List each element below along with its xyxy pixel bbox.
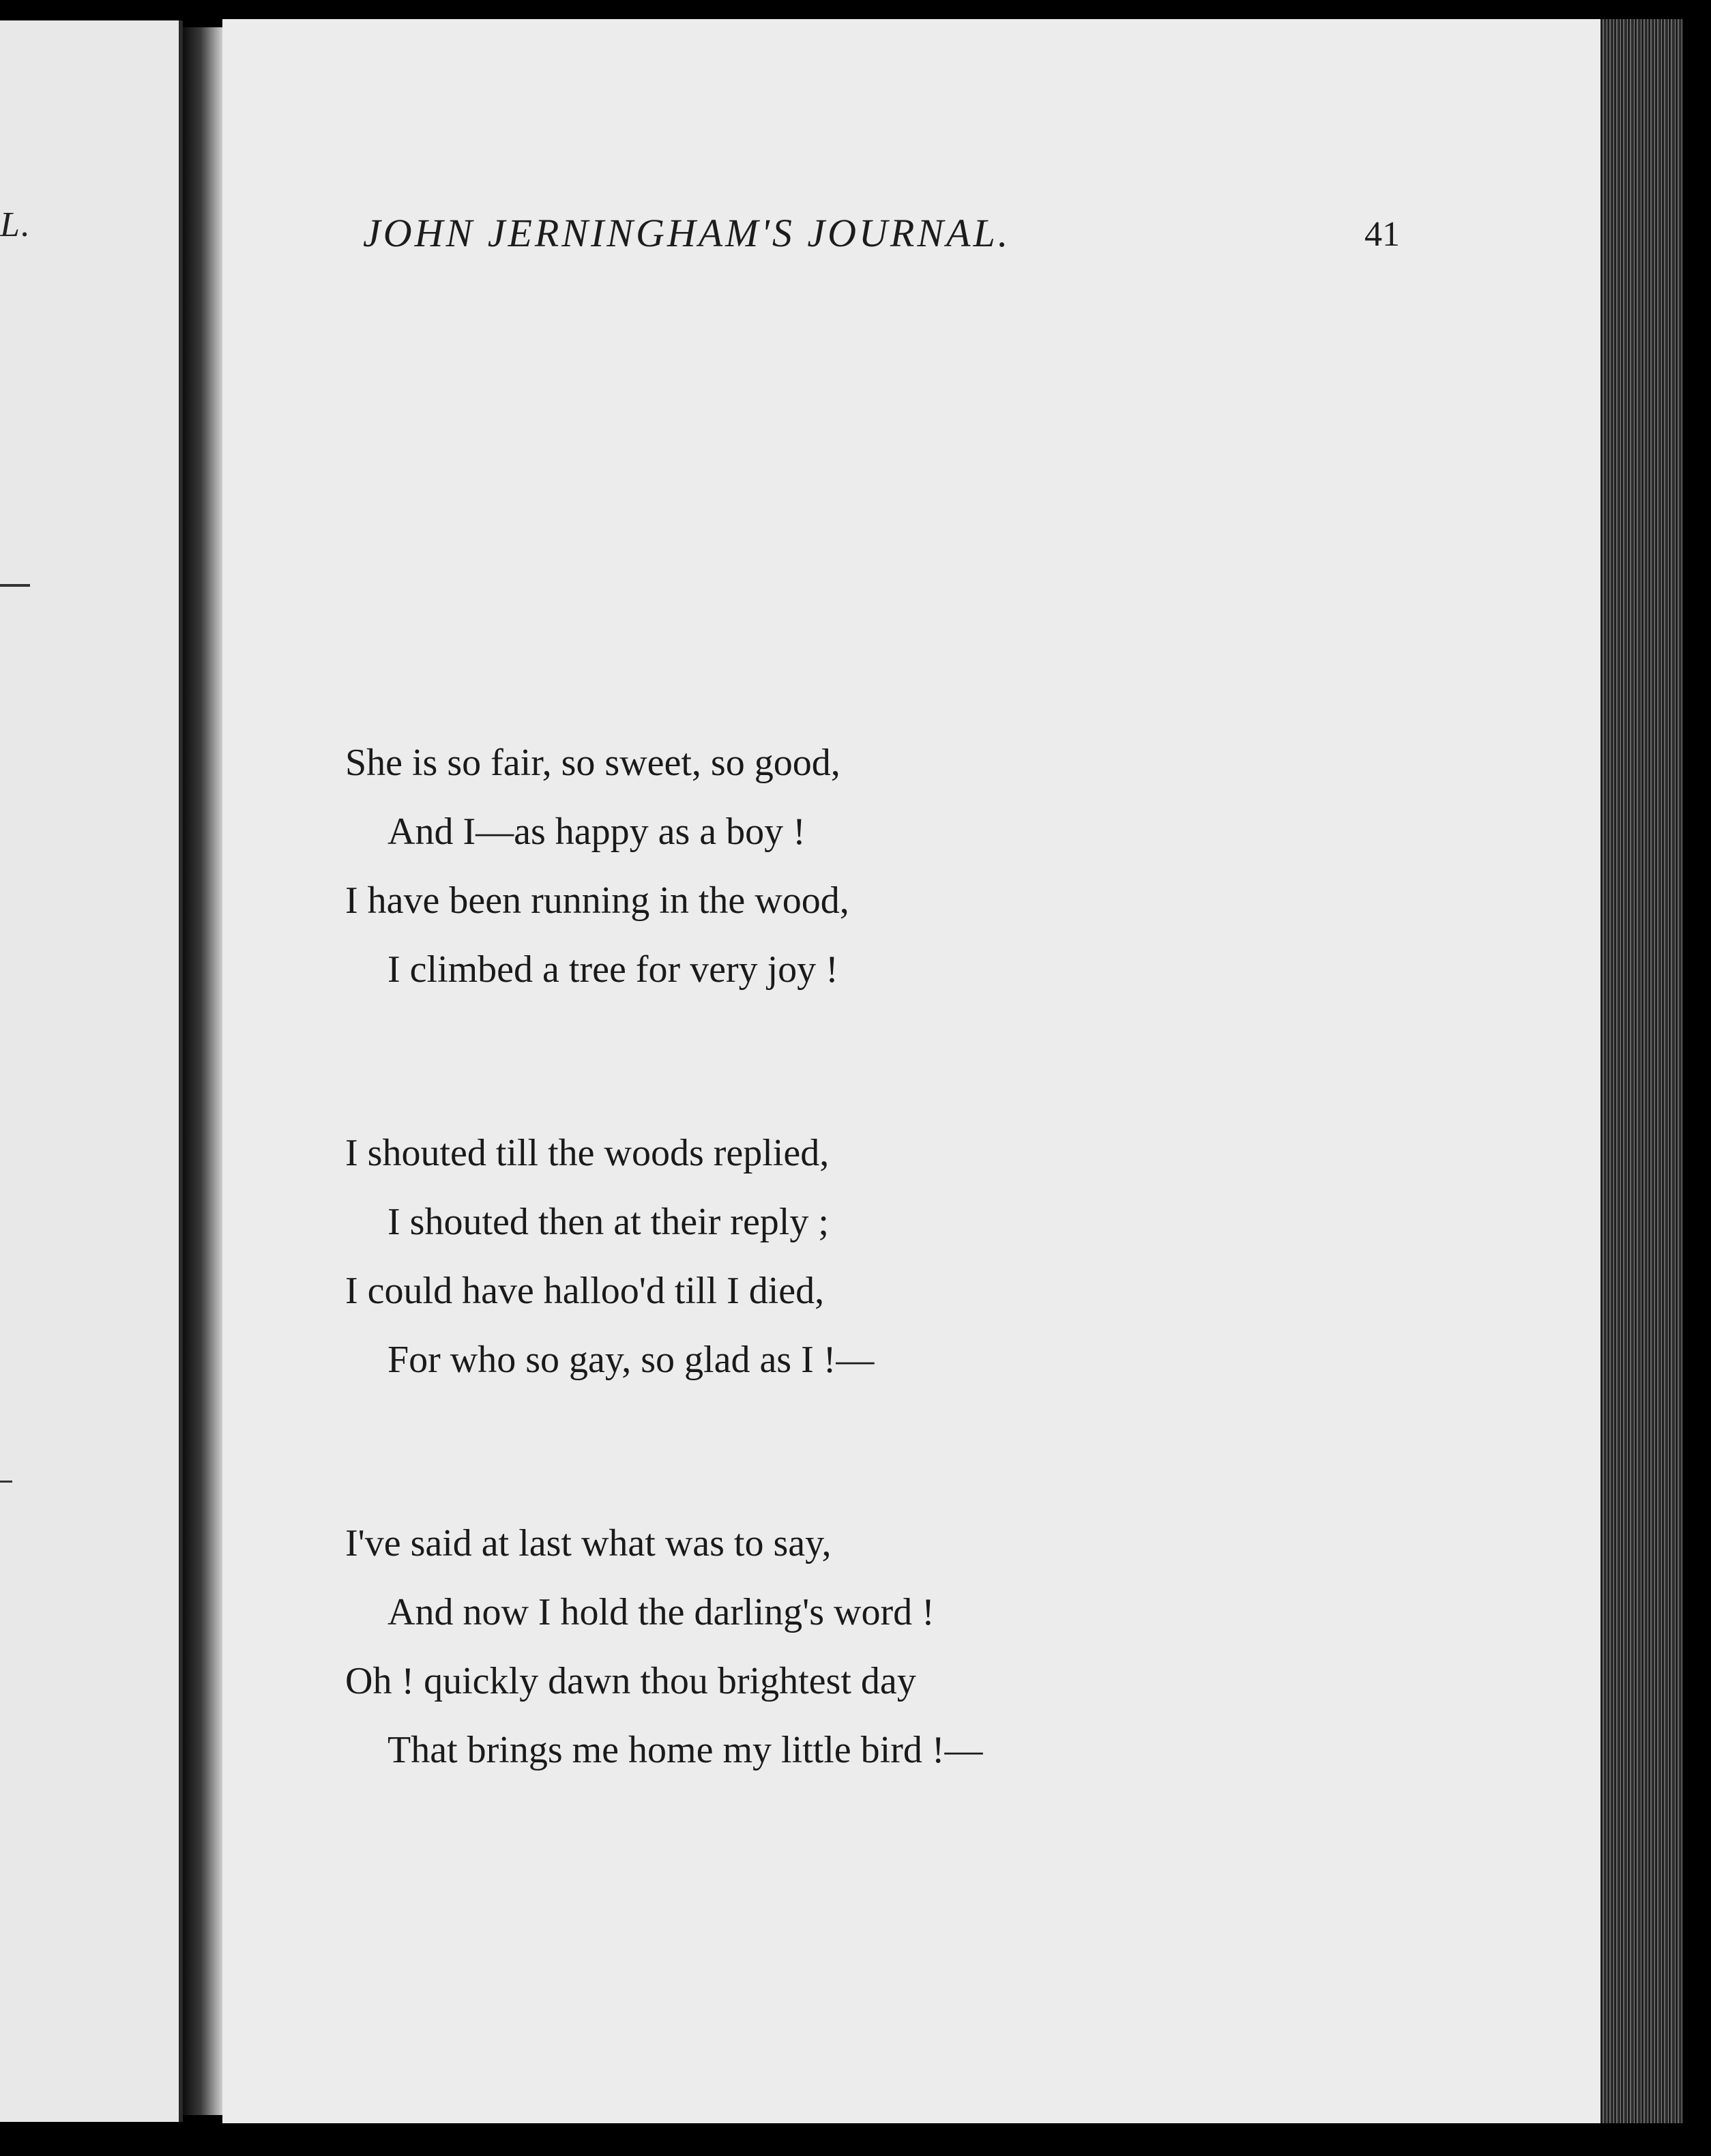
- book-page: [222, 19, 1600, 2123]
- stanza: [345, 1119, 1369, 1395]
- verse-line: I shouted then at their reply ;: [387, 1201, 829, 1243]
- verse-line: I climbed a tree for very joy !: [387, 948, 838, 991]
- verse-line: That brings me home my little bird !—: [387, 1729, 983, 1771]
- verse-line: She is so fair, so sweet, so good,: [345, 742, 840, 784]
- poem: [345, 729, 1369, 1785]
- verse-line: I've said at last what was to say,: [345, 1522, 832, 1564]
- verse-line: Oh ! quickly dawn thou brightest day: [345, 1660, 916, 1702]
- stanza: [345, 1509, 1369, 1785]
- facing-page-rule: [0, 584, 30, 587]
- binding-gutter: [183, 27, 222, 2115]
- facing-page-rule: [0, 1481, 12, 1483]
- verse-line: I could have halloo'd till I died,: [345, 1270, 825, 1312]
- verse-line: And I—as happy as a boy !: [387, 811, 806, 853]
- verse-line: And now I hold the darling's word !: [387, 1591, 935, 1633]
- running-title: JOHN JERNINGHAM'S JOURNAL.: [363, 211, 1011, 255]
- stanza: [345, 729, 1369, 1004]
- page-number: 41: [1364, 215, 1400, 254]
- verse-line: I shouted till the woods replied,: [345, 1132, 830, 1174]
- running-head: [363, 210, 1454, 265]
- facing-page-header-fragment: L.: [0, 205, 31, 244]
- page-edges: [1600, 19, 1682, 2123]
- facing-page: [0, 20, 183, 2122]
- verse-line: For who so gay, so glad as I !—: [387, 1339, 875, 1381]
- verse-line: I have been running in the wood,: [345, 879, 849, 922]
